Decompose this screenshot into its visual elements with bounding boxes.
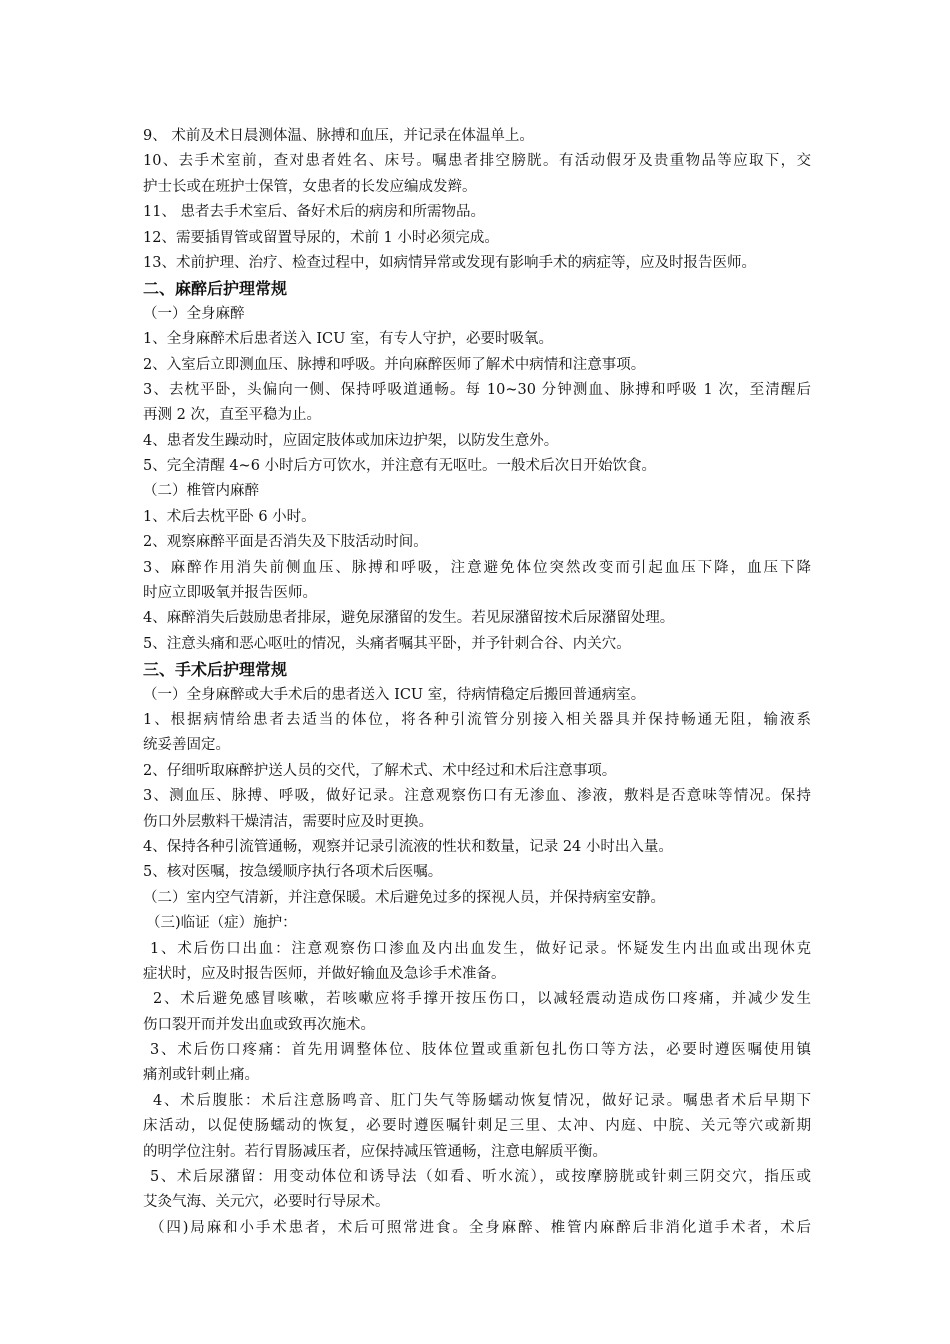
paragraph-line: 统妥善固定。	[143, 737, 230, 754]
paragraph-line: 5、术后尿潴留：用变动体位和诱导法（如看、听水流），或按摩膀胱或针刺三阴交穴，指压或	[150, 1169, 811, 1186]
paragraph-line: 2、术后避免感冒咳嗽，若咳嗽应将手撑开按压伤口，以减轻震动造成伤口疼痛，并减少发生	[153, 991, 811, 1008]
paragraph-line: 10、去手术室前，查对患者姓名、床号。嘱患者排空膀胱。有活动假牙及贵重物品等应取下，交	[143, 153, 811, 170]
paragraph-line: 3、去枕平卧，头偏向一侧、保持呼吸道通畅。每 10~30 分钟测血、脉搏和呼吸 1 次，至清醒后	[143, 381, 811, 398]
paragraph-line: 3、麻醉作用消失前侧血压、脉搏和呼吸，注意避免体位突然改变而引起血压下降，血压下降	[143, 559, 811, 576]
paragraph-line: 12、需要插胃管或留置导尿的，术前 1 小时必须完成。	[143, 229, 499, 246]
subsection-heading: （三)临证（症）施护：	[146, 915, 297, 932]
paragraph-line: （四)局麻和小手术患者，术后可照常进食。全身麻醉、椎管内麻醉后非消化道手术者，术后	[150, 1219, 811, 1236]
section-heading: 二、麻醉后护理常规	[143, 279, 288, 299]
paragraph-line: 5、注意头痛和恶心呕吐的情况，头痛者嘱其平卧，并予针刺合谷、内关穴。	[143, 635, 631, 652]
subsection-heading: （二）椎管内麻醉	[143, 483, 259, 500]
paragraph-line: 艾灸气海、关元穴，必要时行导尿术。	[143, 1194, 390, 1211]
section-heading: 三、手术后护理常规	[143, 660, 288, 680]
paragraph-line: 床活动，以促使肠蠕动的恢复，必要时遵医嘱针刺足三里、太冲、内庭、中脘、关元等穴或新期	[143, 1118, 811, 1135]
paragraph-line: 13、术前护理、治疗、检查过程中，如病情异常或发现有影响手术的病症等，应及时报告医师。	[143, 254, 756, 271]
paragraph-line: 4、麻醉消失后鼓励患者排尿，避免尿潴留的发生。若见尿潴留按术后尿潴留处理。	[143, 610, 675, 627]
paragraph-line: 1、术后伤口出血：注意观察伤口渗血及内出血发生，做好记录。怀疑发生内出血或出现休克	[150, 940, 811, 957]
paragraph-line: 时应立即吸氧并报告医师。	[143, 585, 317, 602]
paragraph-line: 11、 患者去手术室后、备好术后的病房和所需物品。	[143, 204, 486, 221]
paragraph-line: 9、 术前及术日晨测体温、脉搏和血压，并记录在体温单上。	[143, 128, 534, 144]
paragraph-line: 1、全身麻醉术后患者送入 ICU 室，有专人守护，必要时吸氧。	[143, 331, 553, 348]
paragraph-line: 伤口外层敷料干燥清洁，需要时应及时更换。	[143, 813, 433, 830]
paragraph-line: 3、术后伤口疼痛：首先用调整体位、肢体位置或重新包扎伤口等方法，必要时遵医嘱使用镇	[150, 1042, 811, 1059]
paragraph-line: 护士长或在班护士保管，女患者的长发应编成发辫。	[143, 178, 477, 195]
paragraph-line: 1、术后去枕平卧 6 小时。	[143, 508, 316, 525]
paragraph-line: 3、测血压、脉搏、呼吸，做好记录。注意观察伤口有无渗血、渗液，敷料是否意味等情况。保持	[143, 788, 811, 805]
paragraph-line: 5、完全清醒 4~6 小时后方可饮水，并注意有无呕吐。一般术后次日开始饮食。	[143, 458, 657, 475]
paragraph-line: 痛剂或针刺止痛。	[143, 1067, 259, 1084]
paragraph-line: 5、核对医嘱，按急缓顺序执行各项术后医嘱。	[143, 864, 443, 881]
document-body	[143, 124, 811, 1241]
paragraph-line: 伤口裂开而并发出血或致再次施术。	[143, 1016, 375, 1033]
paragraph-line: 4、患者发生躁动时，应固定肢体或加床边护架，以防发生意外。	[143, 432, 559, 449]
paragraph-line: 4、术后腹胀：术后注意肠鸣音、肛门失气等肠蠕动恢复情况，做好记录。嘱患者术后早期下	[153, 1092, 811, 1109]
paragraph-line: 2、入室后立即测血压、脉搏和呼吸。并向麻醉医师了解术中病情和注意事项。	[143, 356, 646, 373]
subsection-heading: （二）室内空气清新，并注意保暖。术后避免过多的探视人员，并保持病室安静。	[143, 889, 665, 906]
paragraph-line: 的明学位注射。若行胃肠减压者，应保持减压管通畅，注意电解质平衡。	[143, 1143, 607, 1160]
subsection-heading: （一）全身麻醉或大手术后的患者送入 ICU 室，待病情稳定后搬回普通病室。	[143, 686, 646, 703]
paragraph-line: 2、仔细听取麻醉护送人员的交代，了解术式、术中经过和术后注意事项。	[143, 762, 617, 779]
paragraph-line: 4、保持各种引流管通畅，观察并记录引流液的性状和数量，记录 24 小时出入量。	[143, 838, 673, 855]
paragraph-line: 2、观察麻醉平面是否消失及下肢活动时间。	[143, 534, 428, 551]
subsection-heading: （一）全身麻醉	[143, 305, 245, 322]
paragraph-line: 再测 2 次，直至平稳为止。	[143, 407, 321, 424]
paragraph-line: 1、根据病情给患者去适当的体位，将各种引流管分别接入相关器具并保持畅通无阻，输液系	[143, 711, 811, 728]
paragraph-line: 症状时，应及时报告医师，并做好输血及急诊手术准备。	[143, 965, 506, 982]
